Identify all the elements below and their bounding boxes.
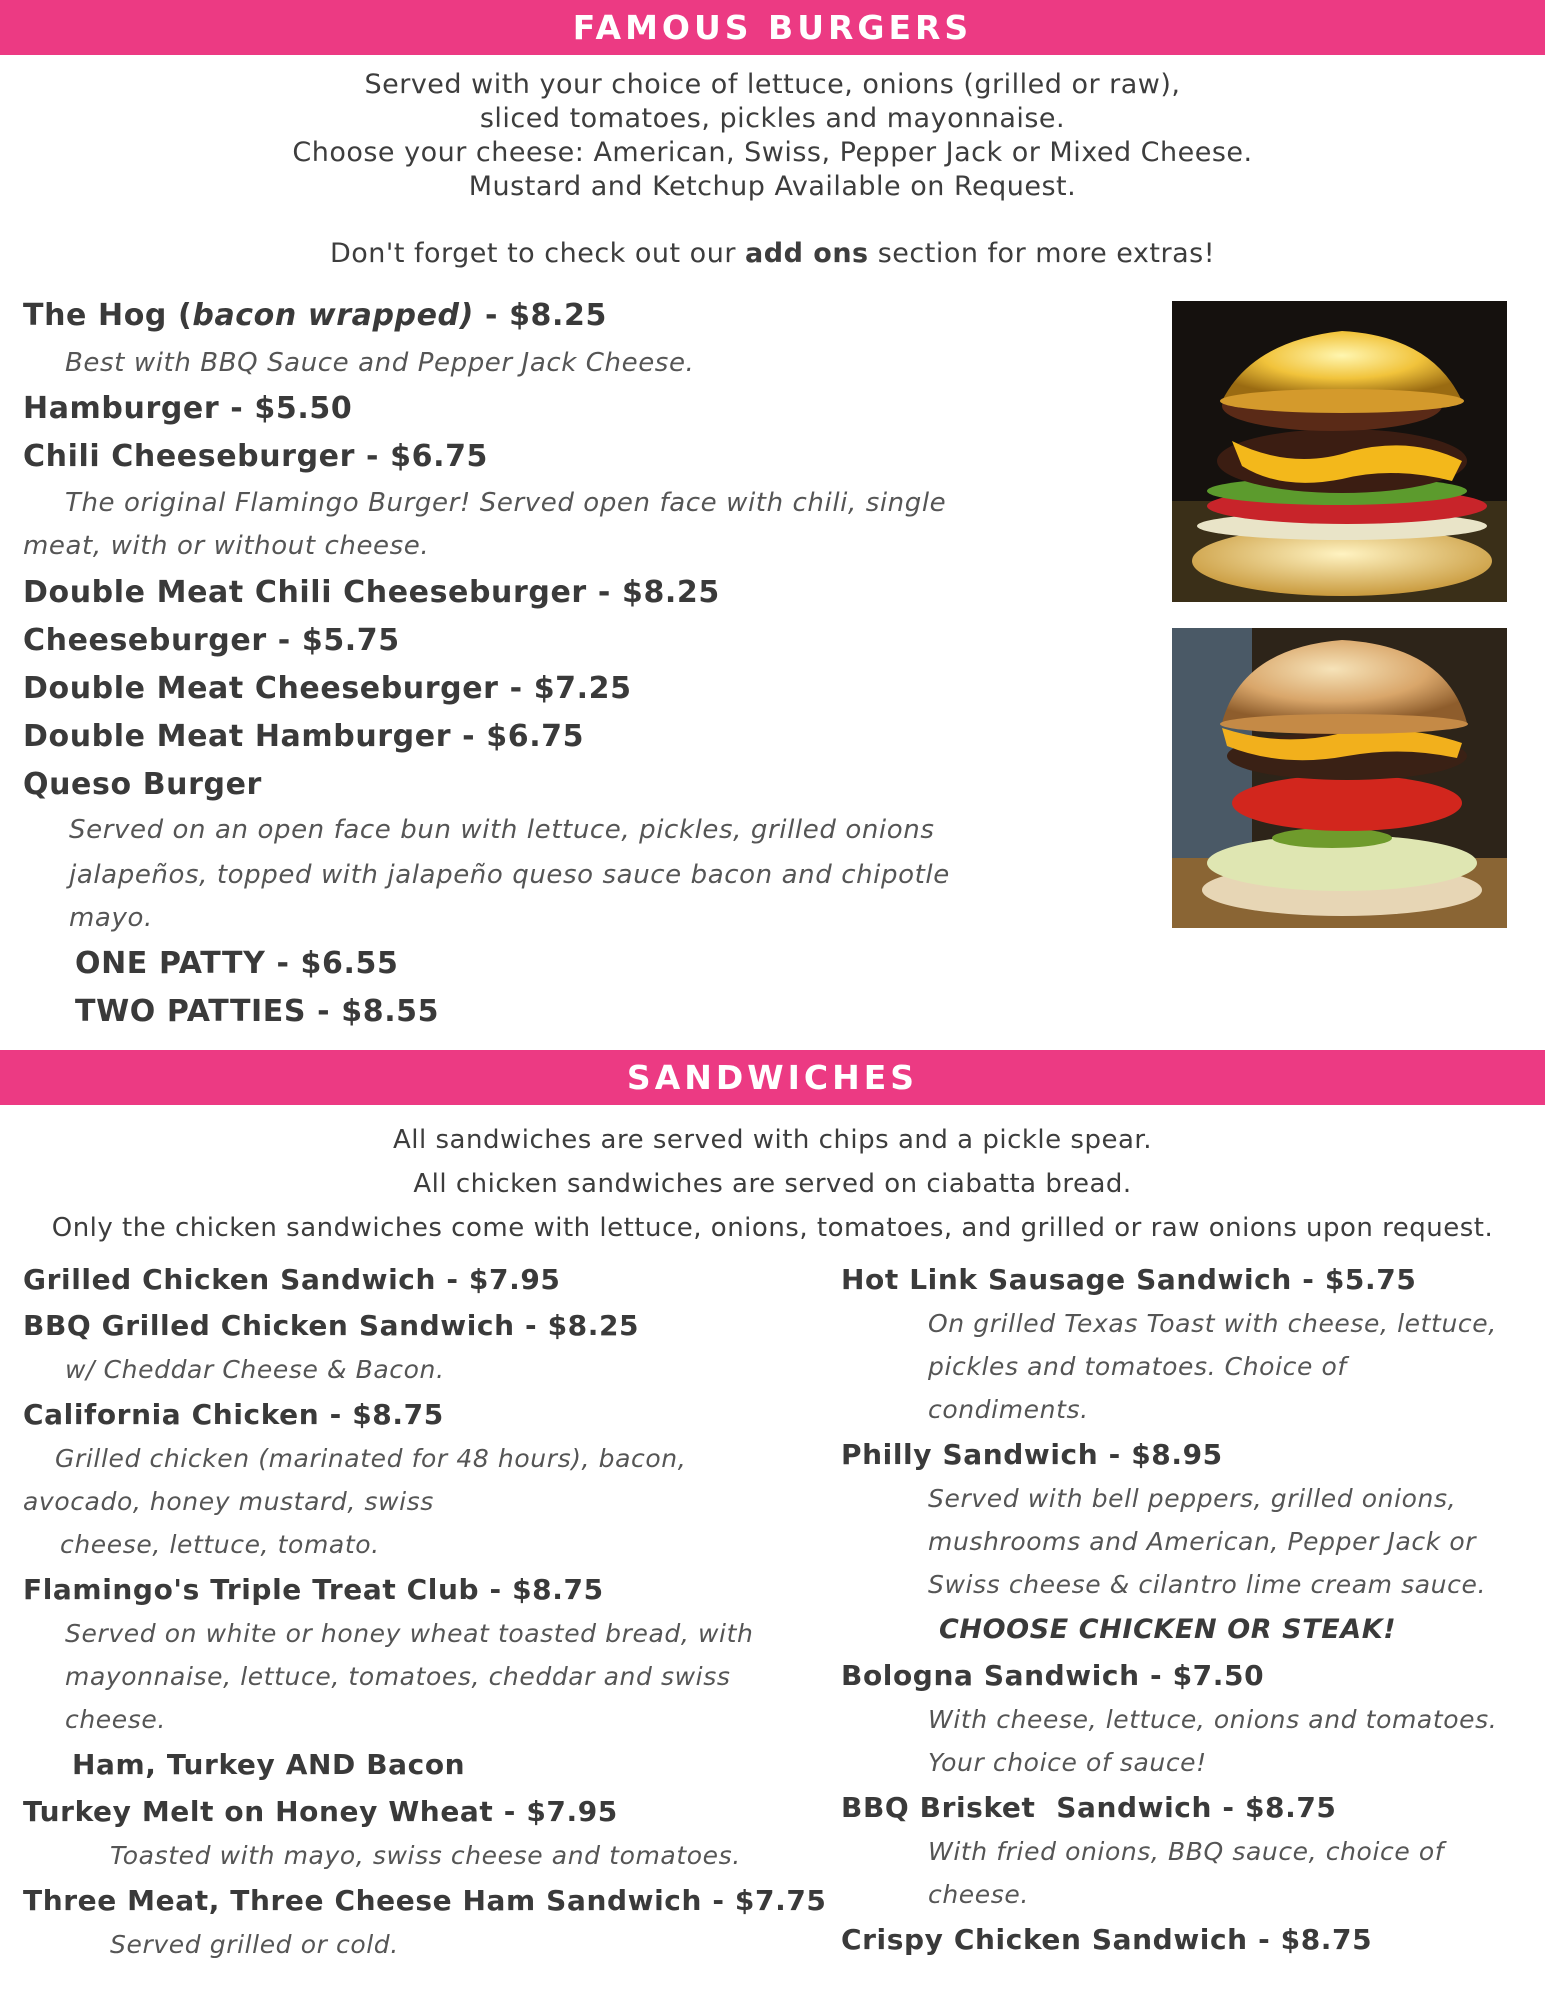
- item-description: Toasted with mayo, swiss cheese and tomatoes.: [110, 1841, 741, 1870]
- item-description: condiments.: [928, 1395, 1089, 1424]
- menu-item-hamburger: Hamburger - $5.50: [23, 391, 353, 426]
- item-description: On grilled Texas Toast with cheese, lettuce,: [928, 1309, 1497, 1338]
- item-description: Served grilled or cold.: [110, 1930, 399, 1959]
- item-description: meat, with or without cheese.: [23, 531, 430, 561]
- bacon-burger-photo: [1172, 301, 1507, 602]
- cheeseburger-image: [1172, 628, 1507, 928]
- item-description: mayonnaise, lettuce, tomatoes, cheddar and swiss: [65, 1662, 731, 1691]
- item-description: cheese.: [65, 1705, 166, 1734]
- item-description: Your choice of sauce!: [928, 1748, 1207, 1777]
- burgers-banner: [0, 0, 1545, 55]
- item-description: mushrooms and American, Pepper Jack or: [928, 1527, 1477, 1556]
- menu-item-double-meat-cheeseburger: Double Meat Cheeseburger - $7.25: [23, 671, 632, 706]
- menu-item-queso-one-patty: ONE PATTY - $6.55: [75, 946, 399, 981]
- menu-item-queso-burger: Queso Burger: [23, 767, 262, 802]
- sandwiches-title: SANDWICHES: [626, 1058, 919, 1097]
- menu-item-hot-link-sausage-sandwich: Hot Link Sausage Sandwich - $5.75: [841, 1263, 1417, 1296]
- burgers-intro-line: Served with your choice of lettuce, onions (grilled or raw),: [364, 69, 1181, 100]
- item-description: jalapeños, topped with jalapeño queso sauce bacon and chipotle: [69, 860, 950, 890]
- item-description: avocado, honey mustard, swiss: [23, 1487, 434, 1516]
- item-description: Served on white or honey wheat toasted bread, with: [65, 1619, 754, 1648]
- item-description: cheese, lettuce, tomato.: [60, 1530, 380, 1559]
- add-ons-link[interactable]: add ons: [745, 238, 869, 269]
- item-description: The original Flamingo Burger! Served open face with chili, single: [65, 488, 947, 518]
- menu-item-bologna-sandwich: Bologna Sandwich - $7.50: [841, 1659, 1265, 1692]
- note-text: section for more extras!: [868, 238, 1216, 269]
- burgers-intro-line: sliced tomatoes, pickles and mayonnaise.: [479, 103, 1066, 134]
- burgers-intro-line: Choose your cheese: American, Swiss, Pepper Jack or Mixed Cheese.: [292, 137, 1253, 168]
- item-name: BBQ Brisket Sandwich - $8.75: [841, 1791, 1337, 1824]
- menu-item-grilled-chicken-sandwich: Grilled Chicken Sandwich - $7.95: [23, 1263, 561, 1296]
- item-description: With fried onions, BBQ sauce, choice of: [928, 1837, 1445, 1866]
- menu-item-chili-cheeseburger: Chili Cheeseburger - $6.75: [23, 439, 489, 474]
- item-description: Swiss cheese & cilantro lime cream sauce.: [928, 1570, 1486, 1599]
- item-description: pickles and tomatoes. Choice of: [928, 1352, 1347, 1381]
- item-description: cheese.: [928, 1880, 1029, 1909]
- menu-item-bbq-brisket-sandwich: [841, 1791, 1337, 1824]
- item-description: With cheese, lettuce, onions and tomatoes.: [928, 1705, 1498, 1734]
- menu-item-turkey-melt: Turkey Melt on Honey Wheat - $7.95: [23, 1795, 618, 1828]
- menu-item-philly-sandwich: Philly Sandwich - $8.95: [841, 1438, 1223, 1471]
- menu-item-california-chicken: California Chicken - $8.75: [23, 1398, 444, 1431]
- item-description: Best with BBQ Sauce and Pepper Jack Cheese.: [65, 348, 695, 378]
- item-description: mayo.: [69, 903, 153, 933]
- cheeseburger-photo: [1172, 628, 1507, 928]
- burgers-intro-line: Mustard and Ketchup Available on Request.: [468, 171, 1077, 202]
- burgers-intro: [0, 68, 1545, 204]
- item-name: The Hog (: [23, 298, 193, 333]
- menu-item-the-hog: [23, 298, 607, 333]
- sandwiches-intro-line: Only the chicken sandwiches come with lettuce, onions, tomatoes, and grilled or raw onions upon request.: [51, 1213, 1494, 1243]
- menu-item-triple-treat-club: Flamingo's Triple Treat Club - $8.75: [23, 1573, 604, 1606]
- menu-item-double-meat-chili-cheeseburger: Double Meat Chili Cheeseburger - $8.25: [23, 575, 720, 610]
- burgers-title: FAMOUS BURGERS: [572, 8, 973, 47]
- add-ons-note: [0, 237, 1545, 271]
- menu-item-three-meat-ham-sandwich: Three Meat, Three Cheese Ham Sandwich - $7.75: [23, 1884, 827, 1917]
- philly-choice-note: CHOOSE CHICKEN OR STEAK!: [939, 1614, 1397, 1645]
- sandwiches-intro: [0, 1118, 1545, 1250]
- bacon-burger-image: [1172, 301, 1507, 602]
- menu-item-cheeseburger: Cheeseburger - $5.75: [23, 623, 400, 658]
- item-description: Served with bell peppers, grilled onions,: [928, 1484, 1457, 1513]
- item-description: w/ Cheddar Cheese & Bacon.: [65, 1355, 445, 1384]
- item-description: Grilled chicken (marinated for 48 hours), bacon,: [55, 1444, 687, 1473]
- sandwiches-intro-line: All chicken sandwiches are served on ciabatta bread.: [413, 1169, 1132, 1199]
- item-name-italic: bacon wrapped): [192, 298, 474, 333]
- sandwiches-intro-line: All sandwiches are served with chips and a pickle spear.: [393, 1125, 1152, 1155]
- menu-item-crispy-chicken-sandwich: Crispy Chicken Sandwich - $8.75: [841, 1923, 1373, 1956]
- triple-treat-meats: Ham, Turkey AND Bacon: [72, 1748, 466, 1781]
- sandwiches-banner: [0, 1050, 1545, 1105]
- menu-item-bbq-grilled-chicken-sandwich: BBQ Grilled Chicken Sandwich - $8.25: [23, 1309, 640, 1342]
- note-text: Don't forget to check out our: [329, 238, 746, 269]
- item-price: - $8.25: [473, 298, 607, 333]
- menu-item-double-meat-hamburger: Double Meat Hamburger - $6.75: [23, 719, 585, 754]
- item-description: Served on an open face bun with lettuce, pickles, grilled onions: [69, 815, 935, 845]
- menu-item-queso-two-patties: TWO PATTIES - $8.55: [75, 994, 440, 1029]
